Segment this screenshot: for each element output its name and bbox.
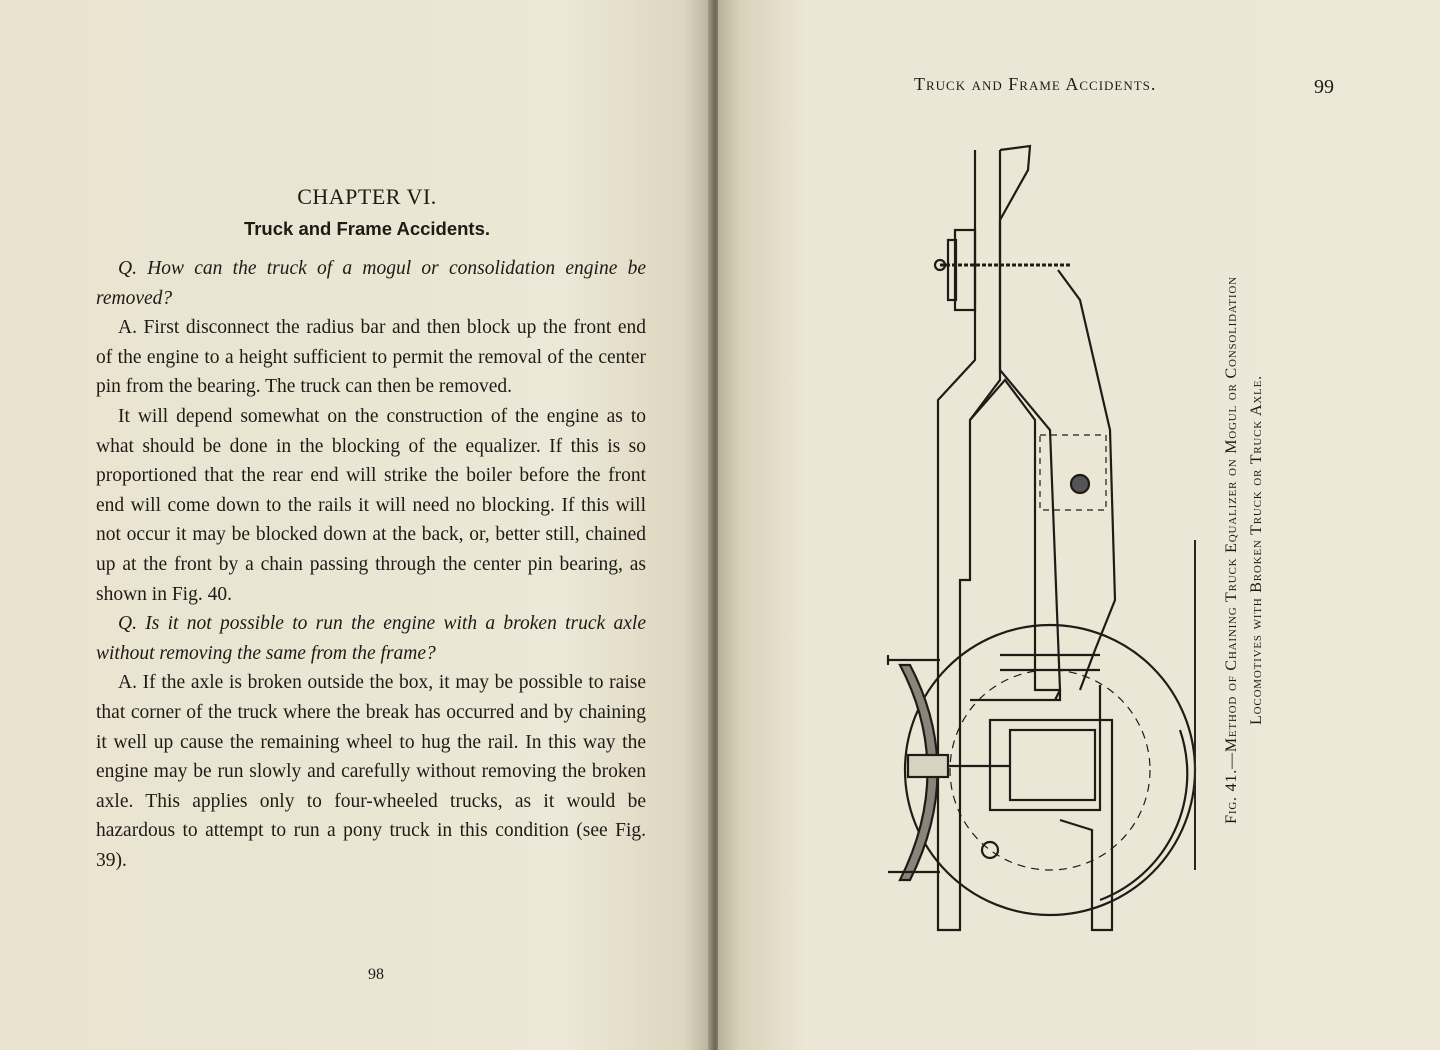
chapter-title: Truck and Frame Accidents. [243, 218, 491, 239]
axle-box-inner [1010, 730, 1095, 800]
question-paragraph: Q. How can the truck of a mogul or consolidation engine be removed? [96, 258, 646, 309]
answer-paragraph: A. First disconnect the radius bar and then block up the front end of the engine to a height sufficient to permit the removal of the center pin from the bearing. The truck can then be removed. [96, 317, 646, 398]
running-head: Truck and Frame Accidents. [914, 74, 1157, 94]
equalizer-bar [970, 380, 1060, 700]
center-pin-block [955, 230, 975, 310]
body-text [96, 254, 646, 875]
caption-line-1: Fig. 41.—Method of Chaining Truck Equalizer on Mogul or Consolidation [1223, 276, 1240, 824]
chapter-number: CHAPTER VI. [297, 184, 437, 209]
pin-hole [1071, 475, 1089, 493]
left-page [0, 0, 712, 1050]
caption-line-2: Locomotives with Broken Truck or Truck Axle. [1248, 375, 1265, 725]
equalizer-outline [1000, 146, 1060, 700]
page-number-left: 98 [368, 966, 384, 983]
bolt [982, 842, 998, 858]
page-number-right: 99 [1314, 76, 1334, 98]
answer-paragraph: A. If the axle is broken outside the box, it may be possible to raise that corner of the truck where the break has occurred and by chaining it well up cause the remaining wheel to hug the rail. In this way the engine may be run slowly and carefully without removing the broken axle. This applies only to four-wheeled trucks, as it would be hazardous to attempt to run a pony truck in this condition (see Fig. 39). [96, 672, 646, 871]
truck-equalizer-figure [860, 130, 1200, 960]
spring-band [908, 755, 948, 777]
answer-paragraph: It will depend somewhat on the construction of the engine as to what should be done in the blocking of the equalizer. If this is so proportioned that the rear end will strike the boiler before the front end will come down to the rails it will need no blocking. If this will not occur it may be blocked down at the back, or, better still, chained up at the front by a chain passing through the center pin bearing, as shown in Fig. 40. [96, 405, 646, 605]
equalizer-rod [1000, 655, 1100, 670]
pedestal [1060, 685, 1112, 930]
caption-rule [1194, 540, 1196, 870]
question-paragraph: Q. Is it not possible to run the engine with a broken truck axle without removing the same from the frame? [96, 613, 646, 664]
figure-caption [1219, 170, 1269, 930]
